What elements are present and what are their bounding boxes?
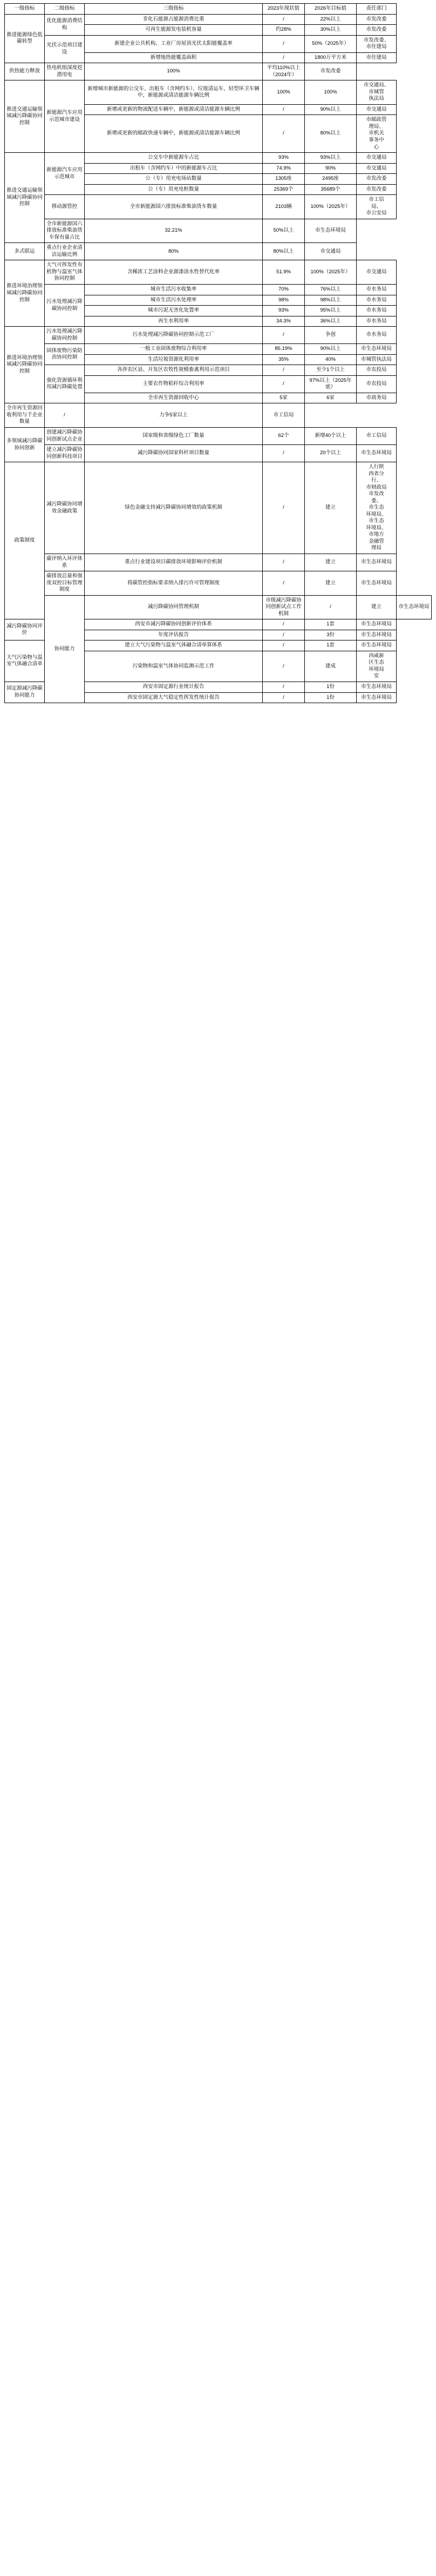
cell-department: 市交通局 bbox=[357, 260, 397, 285]
header-2026: 2026年目标值 bbox=[305, 4, 357, 15]
department-line: 环境局、 bbox=[366, 524, 387, 531]
cell-department: 市发改委 bbox=[357, 25, 397, 36]
cell-value-2026: 6家 bbox=[305, 393, 357, 403]
department-line: 安 bbox=[373, 673, 379, 679]
cell-department: 市生态环境局 bbox=[357, 571, 397, 596]
cell-level3: 新增城市新能源的公交车、出租车（含网约车）、垃圾清运车、轻型环卫车辆中，新能源或清洁能源车辆比例 bbox=[85, 80, 263, 105]
cell-level3: 生活垃圾资源化利用率 bbox=[85, 354, 263, 365]
cell-level2: 移动源管控 bbox=[45, 195, 85, 219]
table-row bbox=[5, 260, 432, 285]
cell-value-2026: 90%以上 bbox=[305, 344, 357, 355]
cell-level3: 城市生活污水收集率 bbox=[85, 285, 263, 295]
cell-value-2023: 93% bbox=[263, 153, 305, 164]
cell-level2: 减污降碳协同增效金融政策 bbox=[45, 462, 85, 554]
cell-value-2026: 80%以上 bbox=[263, 243, 305, 260]
cell-department: 市水务局 bbox=[357, 316, 397, 327]
cell-level3: 公交车中新能源车占比 bbox=[85, 153, 263, 164]
cell-department bbox=[357, 35, 397, 52]
cell-department: 市生态环境局 bbox=[357, 640, 397, 651]
cell-value-2026: 2495座 bbox=[305, 174, 357, 185]
cell-level3: 全市再生资源回收利用与千企业数量 bbox=[5, 403, 45, 428]
cell-level1: 推进交通运输领域减污降碳协同控制 bbox=[5, 153, 45, 243]
cell-level3: 新增或更新的邮政快递车辆中，新能源或清洁能源车辆比例 bbox=[85, 115, 263, 153]
table-row bbox=[5, 35, 432, 52]
cell-department: 市生态环境局 bbox=[397, 595, 432, 619]
cell-value-2026: 97%以上（2025年底） bbox=[305, 375, 357, 393]
cell-value-2023: / bbox=[263, 52, 305, 63]
cell-level1: 推进能源绿色低碳转型 bbox=[5, 14, 45, 63]
cell-level2: 多式联运 bbox=[5, 243, 45, 260]
department-line: 西咸新 bbox=[369, 652, 384, 659]
cell-value-2026: 建立 bbox=[305, 554, 357, 571]
cell-department: 市交通局 bbox=[357, 104, 397, 115]
cell-value-2026: 100%（2025年） bbox=[305, 260, 357, 285]
cell-value-2023: 62个 bbox=[263, 427, 305, 444]
header-l1: 一级指标 bbox=[5, 4, 45, 15]
cell-value-2026: 90% bbox=[305, 163, 357, 174]
cell-value-2023: 85.19% bbox=[263, 344, 305, 355]
department-line: 市城管 bbox=[369, 89, 384, 95]
cell-department: 市交通局 bbox=[357, 153, 397, 164]
cell-level2: 固定源减污降碳协同能力 bbox=[5, 682, 45, 703]
cell-value-2023: / bbox=[263, 462, 305, 554]
cell-value-2023: / bbox=[263, 375, 305, 393]
cell-level3: 各涉农区县、开发区农牧性规模畜禽利用示范项目 bbox=[85, 365, 263, 376]
cell-department: 市农投局 bbox=[357, 375, 397, 393]
cell-level3: 含稀浓工艺涂料企业源漆涂水性替代化率 bbox=[85, 260, 263, 285]
cell-value-2023: 5家 bbox=[263, 393, 305, 403]
department-line: 市生态 bbox=[369, 504, 384, 511]
cell-value-2026: 95%以上 bbox=[305, 306, 357, 316]
department-line: 环境局、 bbox=[366, 511, 387, 517]
cell-department: 市生态环境局 bbox=[357, 630, 397, 640]
header-dept: 责任部门 bbox=[357, 4, 397, 15]
cell-value-2023: 93% bbox=[263, 306, 305, 316]
cell-value-2023: 100% bbox=[263, 80, 305, 105]
cell-level3: 再生水利用率 bbox=[85, 316, 263, 327]
department-line: 市公安局 bbox=[366, 210, 387, 217]
cell-level2: 减污降碳协同评价 bbox=[5, 619, 45, 640]
department-line: 区生态 bbox=[369, 659, 384, 666]
department-line: 市发改 bbox=[369, 491, 384, 497]
cell-level3: 减污降碳协同国家科杆项目数量 bbox=[85, 445, 263, 462]
cell-value-2023: / bbox=[263, 365, 305, 376]
cell-level1: 推进环境治理领域减污降碳协同控制 bbox=[5, 260, 45, 327]
cell-value-2023: / bbox=[263, 327, 305, 344]
cell-value-2026: 建立 bbox=[305, 462, 357, 554]
cell-department: 市生态环境局 bbox=[305, 219, 357, 243]
cell-level3: 国家级和省级绿色工厂数量 bbox=[85, 427, 263, 444]
cell-level3: 全市新能源国六排放标准柴油货车保有量占比 bbox=[45, 219, 85, 243]
cell-value-2023: / bbox=[263, 682, 305, 692]
department-line: 局、 bbox=[371, 203, 382, 210]
cell-value-2026: 1800万平方米 bbox=[305, 52, 357, 63]
cell-department: 市生态环境局 bbox=[357, 692, 397, 703]
cell-level3: 绿色金融支持减污降碳协同增效的政策机制 bbox=[85, 462, 263, 554]
cell-department bbox=[357, 462, 397, 554]
table-row bbox=[5, 219, 432, 243]
department-line: 行、 bbox=[371, 477, 382, 484]
table-row bbox=[5, 365, 432, 376]
cell-department: 市发改委 bbox=[357, 184, 397, 195]
cell-value-2023: / bbox=[263, 619, 305, 630]
cell-department bbox=[357, 651, 397, 682]
cell-value-2023: 2103辆 bbox=[263, 195, 305, 219]
cell-department bbox=[357, 195, 397, 219]
cell-value-2026: 1套 bbox=[305, 619, 357, 630]
cell-value-2023: / bbox=[263, 640, 305, 651]
cell-value-2023: 35% bbox=[263, 354, 305, 365]
cell-value-2023: 70% bbox=[263, 285, 305, 295]
department-line: 市发改委、 bbox=[363, 37, 390, 43]
cell-level3: 重点行业企业清洁运输比例 bbox=[45, 243, 85, 260]
cell-level3: 新建企业公共机构、工业厂房屋顶光伏太阳能覆盖率 bbox=[85, 35, 263, 52]
cell-level1: 推进环境治理领域减污降碳协同控制 bbox=[5, 327, 45, 403]
cell-level3: 污水处理减污降碳协同控制示范工厂 bbox=[85, 327, 263, 344]
table-row bbox=[5, 63, 432, 80]
cell-level3: 可再生能源发电装机容量 bbox=[85, 25, 263, 36]
cell-value-2026: 35689个 bbox=[305, 184, 357, 195]
cell-department: 市生态环境局 bbox=[357, 682, 397, 692]
cell-department: 市生态环境局 bbox=[357, 445, 397, 462]
department-line: 环境局 bbox=[369, 666, 384, 672]
cell-level3: 一般工业固体废物综合利用率 bbox=[85, 344, 263, 355]
cell-value-2023: 32.21% bbox=[85, 219, 263, 243]
cell-value-2023: / bbox=[263, 554, 305, 571]
cell-value-2026: 至少1个以上 bbox=[305, 365, 357, 376]
department-line: 事务中 bbox=[369, 137, 384, 143]
cell-value-2023: 51.9% bbox=[263, 260, 305, 285]
cell-department: 市水务局 bbox=[357, 327, 397, 344]
department-line: 市交通局、 bbox=[363, 82, 390, 89]
table-row bbox=[5, 554, 432, 571]
cell-level3: 全市再生资源回收中心 bbox=[85, 393, 263, 403]
cell-level2: 碳排放总量和强度双控目标管理制度 bbox=[45, 571, 85, 596]
table-row bbox=[5, 153, 432, 164]
cell-department: 市水务局 bbox=[357, 295, 397, 306]
cell-level2: 大气污染物与温室气体融合清单 bbox=[5, 640, 45, 682]
cell-value-2023: 98% bbox=[263, 295, 305, 306]
cell-value-2023: / bbox=[263, 35, 305, 52]
cell-value-2023: 约28% bbox=[263, 25, 305, 36]
header-2023: 2023年现状值 bbox=[263, 4, 305, 15]
department-line: 委、 bbox=[371, 497, 382, 504]
cell-level3: 新增地热能覆盖面积 bbox=[85, 52, 263, 63]
cell-level2: 大气可挥发性有机物与温室气体协同控制 bbox=[45, 260, 85, 285]
cell-level3: 出租车（含网约车）中的新能源车占比 bbox=[85, 163, 263, 174]
cell-value-2026: 30%以上 bbox=[305, 25, 357, 36]
cell-value-2023: / bbox=[263, 14, 305, 25]
cell-value-2026: 76%以上 bbox=[305, 285, 357, 295]
department-line: 理局、 bbox=[369, 123, 384, 130]
cell-level2: 污水处理减污降碳协同控制 bbox=[45, 285, 85, 327]
cell-value-2023: / bbox=[45, 403, 85, 428]
table-header-row bbox=[5, 4, 432, 15]
cell-value-2026: 100% bbox=[305, 80, 357, 105]
cell-value-2026: 50%以上 bbox=[263, 219, 305, 243]
cell-department: 市发改委 bbox=[305, 63, 357, 80]
cell-level3: 全市新能源国六排放标准柴油货车数量 bbox=[85, 195, 263, 219]
cell-level3: 新增或更新的物流配送车辆中，新能源或清洁能源车辆比例 bbox=[85, 104, 263, 115]
cell-level3: 公（专）用充电场站数量 bbox=[85, 174, 263, 185]
cell-level1: 协同能力 bbox=[45, 595, 85, 703]
department-line: 市机关 bbox=[369, 130, 384, 137]
cell-level2: 污水处理减污降碳协同控制 bbox=[45, 327, 85, 344]
table-row bbox=[5, 195, 432, 219]
cell-department: 市交通局 bbox=[305, 243, 357, 260]
cell-level3: 城市生活污水处理率 bbox=[85, 295, 263, 306]
cell-level3: 西安市减污降碳协同创新评价体系 bbox=[85, 619, 263, 630]
cell-level3: 城市污泥无害化处置率 bbox=[85, 306, 263, 316]
cell-level3: 市级减污降碳协同创新试点工作机制 bbox=[263, 595, 305, 619]
cell-level3: 公（专）用充电桩数量 bbox=[85, 184, 263, 195]
cell-value-2023: 80% bbox=[85, 243, 263, 260]
indicator-matrix-table bbox=[4, 3, 432, 703]
cell-value-2023: 100% bbox=[85, 63, 263, 80]
department-line: 市财政局 bbox=[366, 484, 387, 490]
table-body bbox=[5, 14, 432, 703]
table-row bbox=[5, 80, 432, 105]
cell-value-2026: 93%以上 bbox=[305, 153, 357, 164]
header-l2: 二级指标 bbox=[45, 4, 85, 15]
cell-department: 市城管执法局 bbox=[357, 354, 397, 365]
cell-value-2023: 34.3% bbox=[263, 316, 305, 327]
cell-value-2026: 1套 bbox=[305, 640, 357, 651]
cell-value-2023: / bbox=[263, 692, 305, 703]
table-row bbox=[5, 445, 432, 462]
cell-department: 市工信局 bbox=[263, 403, 305, 428]
cell-level1: 推进交通运输领域减污降碳协同控制 bbox=[5, 80, 45, 153]
cell-value-2026: 40% bbox=[305, 354, 357, 365]
cell-level3: 污染物和温室气体协同监测示范工作 bbox=[85, 651, 263, 682]
cell-level2: 新能源汽车应用示范城市建设 bbox=[45, 80, 85, 153]
cell-level3: 西安市固定源行业统计报告 bbox=[85, 682, 263, 692]
department-line: 市住建局 bbox=[366, 44, 387, 50]
cell-value-2026: 98%以上 bbox=[305, 295, 357, 306]
cell-value-2026: 100%（2025年） bbox=[305, 195, 357, 219]
cell-department: 市生态环境局 bbox=[357, 554, 397, 571]
cell-level3: 西安市固定源大气稳定性挥发性统计报告 bbox=[85, 692, 263, 703]
cell-level3: 重点行业建设项目碳排放环境影响评价机制 bbox=[85, 554, 263, 571]
cell-department: 市住建局 bbox=[357, 52, 397, 63]
table-row bbox=[5, 327, 432, 344]
cell-department: 市农投局 bbox=[357, 365, 397, 376]
department-line: 人行陕 bbox=[369, 464, 384, 470]
cell-value-2026: 1份 bbox=[305, 692, 357, 703]
cell-value-2026: 36%以上 bbox=[305, 316, 357, 327]
department-line: 市地方 bbox=[369, 531, 384, 538]
table-row bbox=[5, 403, 432, 428]
cell-level2: 强化资源循环利用减污降碳处置 bbox=[45, 365, 85, 403]
cell-value-2026: 20个以上 bbox=[305, 445, 357, 462]
table-row bbox=[5, 571, 432, 596]
cell-level2: 减污降碳协同管理机制 bbox=[85, 595, 263, 619]
cell-level3: 非化石能源占能源消费比重 bbox=[85, 14, 263, 25]
header-l3: 三级指标 bbox=[85, 4, 263, 15]
cell-department bbox=[357, 80, 397, 105]
cell-level2: 建立减污降碳协同创新科技项目 bbox=[45, 445, 85, 462]
department-line: 西省分 bbox=[369, 470, 384, 477]
table-row bbox=[5, 595, 432, 619]
cell-value-2026: 建立 bbox=[357, 595, 397, 619]
table-row bbox=[5, 427, 432, 444]
cell-level3: 年度评估报告 bbox=[85, 630, 263, 640]
cell-value-2023: / bbox=[263, 445, 305, 462]
cell-department: 市水务局 bbox=[357, 285, 397, 295]
cell-level3: 热电机组深度挖潜用电 bbox=[45, 63, 85, 80]
cell-level1: 多领域减污降碳协同创新 bbox=[5, 427, 45, 462]
table-header bbox=[5, 4, 432, 15]
cell-value-2023: 74.9% bbox=[263, 163, 305, 174]
cell-value-2023: 1305座 bbox=[263, 174, 305, 185]
cell-department: 市商务局 bbox=[357, 393, 397, 403]
document-page bbox=[0, 0, 436, 714]
cell-level2: 新能源汽车应用示范城市 bbox=[45, 153, 85, 195]
department-line: 执法局 bbox=[369, 96, 384, 102]
table-row bbox=[5, 14, 432, 25]
department-line: 理局 bbox=[371, 545, 382, 551]
cell-level3: 建立大气污染物与温室气体融合清单算体系 bbox=[85, 640, 263, 651]
cell-department: 市发改委 bbox=[357, 174, 397, 185]
cell-department: 市工信局 bbox=[357, 427, 397, 444]
cell-value-2023: / bbox=[263, 630, 305, 640]
cell-value-2026: 80%以上 bbox=[305, 115, 357, 153]
cell-value-2026: 平均110%以上（2024年） bbox=[263, 63, 305, 80]
cell-level3: 主要农作物秸秆综合利用率 bbox=[85, 375, 263, 393]
cell-level2: 优化能源消费结构 bbox=[45, 14, 85, 35]
cell-value-2026: 建立 bbox=[305, 571, 357, 596]
cell-value-2023: / bbox=[263, 571, 305, 596]
cell-level1: 政策制度 bbox=[5, 462, 45, 619]
cell-department: 市交通局 bbox=[357, 163, 397, 174]
cell-department bbox=[357, 115, 397, 153]
cell-level2: 供热能力释放 bbox=[5, 63, 45, 80]
cell-value-2026: 1份 bbox=[305, 682, 357, 692]
cell-level2: 碳评纳入环评体系 bbox=[45, 554, 85, 571]
department-line: 市生态 bbox=[369, 518, 384, 524]
department-line: 市邮政管 bbox=[366, 117, 387, 123]
cell-value-2026: 争创 bbox=[305, 327, 357, 344]
table-row bbox=[5, 243, 432, 260]
cell-value-2026: 新增40个以上 bbox=[305, 427, 357, 444]
cell-value-2026: 3份 bbox=[305, 630, 357, 640]
cell-value-2026: 90%以上 bbox=[305, 104, 357, 115]
cell-value-2023: / bbox=[305, 595, 357, 619]
department-line: 市工信 bbox=[369, 197, 384, 203]
cell-level2: 固体废物污染防治协同控制 bbox=[45, 344, 85, 365]
department-line: 心 bbox=[373, 144, 379, 150]
table-row bbox=[5, 462, 432, 554]
table-row bbox=[5, 344, 432, 355]
cell-value-2023: / bbox=[263, 104, 305, 115]
cell-value-2023: / bbox=[263, 651, 305, 682]
cell-department: 市生态环境局 bbox=[357, 619, 397, 630]
cell-value-2023: 25369个 bbox=[263, 184, 305, 195]
cell-level3: 将碳管控指标要求纳入排污许可管理制度 bbox=[85, 571, 263, 596]
cell-value-2026: 力争5家以上 bbox=[85, 403, 263, 428]
cell-value-2026: 50%（2025年） bbox=[305, 35, 357, 52]
cell-department: 市发改委 bbox=[357, 14, 397, 25]
department-line: 金融管 bbox=[369, 538, 384, 544]
cell-department: 市水务局 bbox=[357, 306, 397, 316]
cell-value-2026: 22%以上 bbox=[305, 14, 357, 25]
table-row bbox=[5, 285, 432, 295]
cell-department: 市生态环境局 bbox=[357, 344, 397, 355]
cell-level2: 光伏示范项目建设 bbox=[45, 35, 85, 63]
cell-value-2023: / bbox=[263, 115, 305, 153]
cell-level2: 创建减污降碳协同创新试点企业 bbox=[45, 427, 85, 444]
cell-value-2026: 建成 bbox=[305, 651, 357, 682]
